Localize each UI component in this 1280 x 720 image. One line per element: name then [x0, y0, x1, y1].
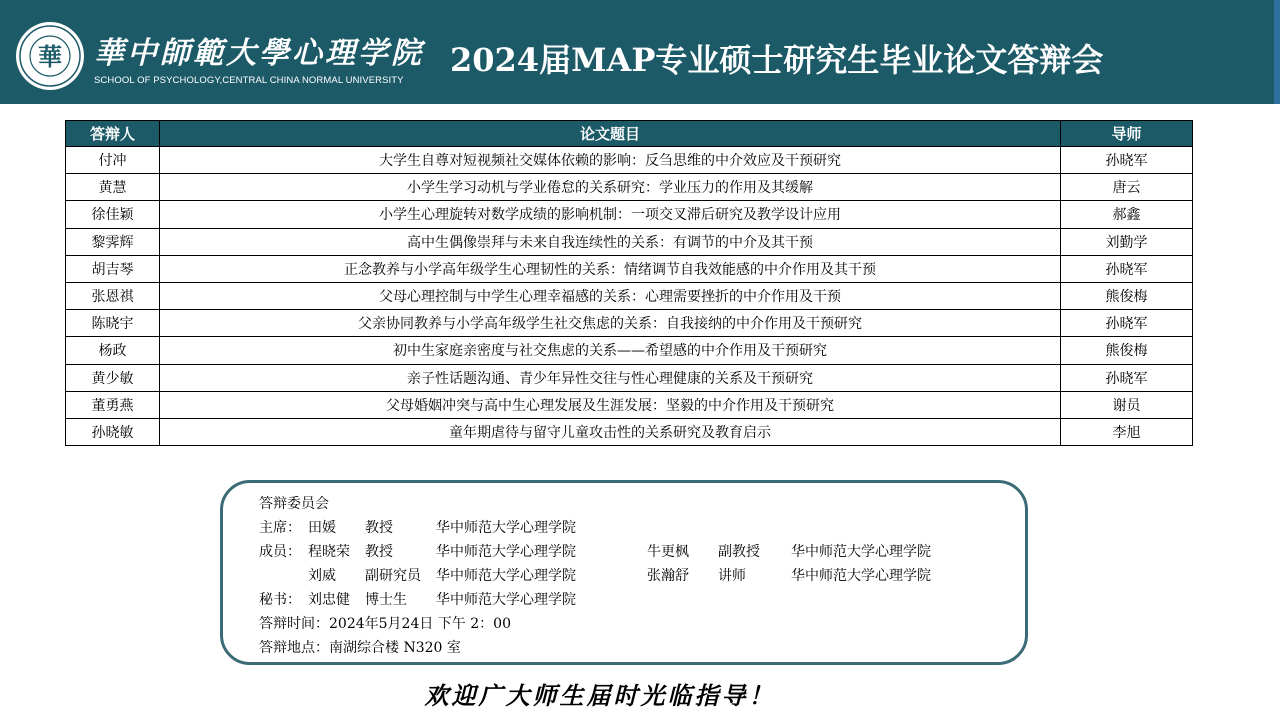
column-header-advisor: 导师	[1061, 121, 1193, 147]
advisor-cell: 李旭	[1061, 418, 1193, 445]
member-name: 牛更枫	[647, 544, 689, 560]
student-cell: 黄慧	[66, 174, 160, 201]
student-cell: 陈晓宇	[66, 310, 160, 337]
advisor-cell: 孙晓军	[1061, 147, 1193, 174]
title-cell: 初中生家庭亲密度与社交焦虑的关系——希望感的中介作用及干预研究	[160, 337, 1061, 364]
table-row	[66, 310, 1193, 337]
title-cell: 亲子性话题沟通、青少年异性交往与性心理健康的关系及干预研究	[160, 364, 1061, 391]
advisor-cell: 唐云	[1061, 174, 1193, 201]
table-row	[66, 282, 1193, 309]
table-header-row	[66, 121, 1193, 147]
chair-label: 主席：	[259, 520, 301, 536]
thesis-table	[65, 120, 1193, 446]
title-cell: 小学生学习动机与学业倦怠的关系研究：学业压力的作用及其缓解	[160, 174, 1061, 201]
advisor-cell: 刘勤学	[1061, 228, 1193, 255]
student-cell: 张恩祺	[66, 282, 160, 309]
event-title: 2024届MAP专业硕士研究生毕业论文答辩会	[450, 41, 1104, 79]
advisor-cell: 熊俊梅	[1061, 282, 1193, 309]
table-row	[66, 255, 1193, 282]
defense-time: 答辩时间：2024年5月24日 下午 2：00	[259, 616, 511, 632]
advisor-cell: 熊俊梅	[1061, 337, 1193, 364]
members-label: 成员：	[259, 544, 301, 560]
title-cell: 高中生偶像崇拜与未来自我连续性的关系：有调节的中介及其干预	[160, 228, 1061, 255]
university-seal-icon	[14, 20, 86, 92]
member-rank: 教授	[365, 544, 393, 560]
table-row	[66, 418, 1193, 445]
secretary-label: 秘书：	[259, 592, 301, 608]
student-cell: 孙晓敏	[66, 418, 160, 445]
table-row	[66, 364, 1193, 391]
table-row	[66, 337, 1193, 364]
advisor-cell: 孙晓军	[1061, 364, 1193, 391]
member-name: 程晓荣	[308, 544, 350, 560]
title-cell: 父母婚姻冲突与高中生心理发展及生涯发展：坚毅的中介作用及干预研究	[160, 391, 1061, 418]
member-affiliation: 华中师范大学心理学院	[436, 544, 576, 560]
student-cell: 董勇燕	[66, 391, 160, 418]
table-row	[66, 391, 1193, 418]
student-cell: 黎霁辉	[66, 228, 160, 255]
member-rank: 副教授	[718, 544, 760, 560]
table-row	[66, 201, 1193, 228]
title-cell: 大学生自尊对短视频社交媒体依赖的影响：反刍思维的中介效应及干预研究	[160, 147, 1061, 174]
header-banner	[0, 0, 1280, 104]
committee-box	[220, 480, 1028, 665]
student-cell: 徐佳颖	[66, 201, 160, 228]
advisor-cell: 孙晓军	[1061, 310, 1193, 337]
student-cell: 黄少敏	[66, 364, 160, 391]
chair-name: 田媛	[308, 520, 336, 536]
advisor-cell: 谢员	[1061, 391, 1193, 418]
chair-affiliation: 华中师范大学心理学院	[436, 520, 576, 536]
school-name-cn: 華中師範大學心理学院	[94, 36, 424, 71]
table-row	[66, 147, 1193, 174]
member-affiliation: 华中师范大学心理学院	[436, 568, 576, 584]
title-cell: 父母心理控制与中学生心理幸福感的关系：心理需要挫折的中介作用及干预	[160, 282, 1061, 309]
member-rank: 讲师	[718, 568, 746, 584]
chair-rank: 教授	[365, 520, 393, 536]
welcome-message: 欢迎广大师生届时光临指导！	[424, 681, 776, 710]
title-cell: 童年期虐待与留守儿童攻击性的关系研究及教育启示	[160, 418, 1061, 445]
table-row	[66, 174, 1193, 201]
student-cell: 胡吉琴	[66, 255, 160, 282]
student-cell: 付冲	[66, 147, 160, 174]
title-cell: 小学生心理旋转对数学成绩的影响机制：一项交叉滞后研究及教学设计应用	[160, 201, 1061, 228]
column-header-student: 答辩人	[66, 121, 160, 147]
defense-location: 答辩地点：南湖综合楼 N320 室	[259, 640, 461, 656]
committee-heading: 答辩委员会	[259, 496, 329, 512]
secretary-rank: 博士生	[365, 592, 407, 608]
advisor-cell: 孙晓军	[1061, 255, 1193, 282]
member-name: 张瀚舒	[647, 568, 689, 584]
advisor-cell: 郝鑫	[1061, 201, 1193, 228]
table-row	[66, 228, 1193, 255]
secretary-affiliation: 华中师范大学心理学院	[436, 592, 576, 608]
title-cell: 父亲协同教养与小学高年级学生社交焦虑的关系：自我接纳的中介作用及干预研究	[160, 310, 1061, 337]
member-rank: 副研究员	[365, 568, 421, 584]
member-affiliation: 华中师范大学心理学院	[791, 544, 931, 560]
seal-glyph: 華	[38, 42, 62, 71]
column-header-title: 论文题目	[160, 121, 1061, 147]
member-name: 刘威	[308, 568, 336, 584]
student-cell: 杨政	[66, 337, 160, 364]
school-name-en: SCHOOL OF PSYCHOLOGY,CENTRAL CHINA NORMAL UNIVERSITY	[94, 75, 404, 86]
secretary-name: 刘忠健	[308, 592, 350, 608]
title-cell: 正念教养与小学高年级学生心理韧性的关系：情绪调节自我效能感的中介作用及其干预	[160, 255, 1061, 282]
member-affiliation: 华中师范大学心理学院	[791, 568, 931, 584]
header-edge-accent	[1274, 0, 1280, 104]
